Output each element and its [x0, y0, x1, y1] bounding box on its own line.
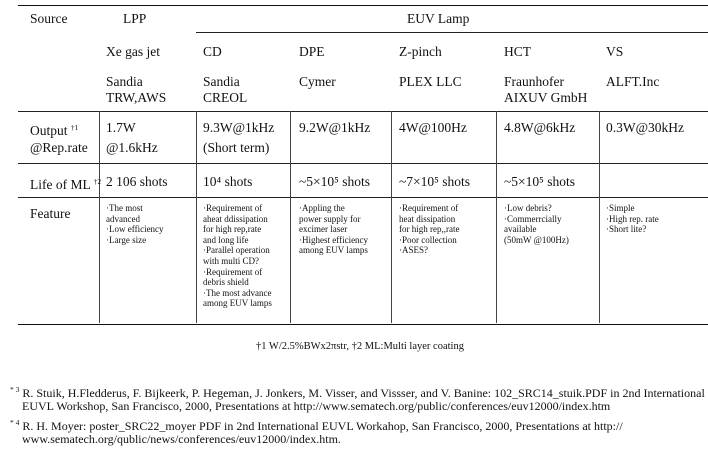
table-bottom-rule [18, 324, 708, 325]
column-divider [99, 111, 100, 323]
org-line: Sandia [106, 74, 143, 89]
column-divider [496, 111, 497, 323]
life-value: ~5×10⁵ shots [504, 174, 576, 189]
type-xe-gas-jet: Xe gas jet [106, 44, 160, 59]
feature-line: available [504, 224, 537, 235]
output-row-rule [18, 163, 708, 164]
type-vs: VS [606, 44, 624, 59]
footnote-mark: †2 [93, 177, 102, 186]
footnote-text: R. Stuik, H.Fledderus, F. Bijkeerk, P. Hegeman, J. Jonkers, M. Visser, and Vissser, and V. Banine: 102_SRC14_stuik.PDF in 2nd International [22, 386, 705, 400]
feature-line: advanced [106, 213, 140, 224]
feature-line: for high rep,,rate [399, 224, 460, 235]
org-line: Fraunhofer [504, 74, 564, 89]
output-value: 1.7W [106, 120, 136, 135]
feature-line: among EUV lamps [299, 245, 368, 256]
org-line: Sandia [203, 74, 240, 89]
row-label-feature: Feature [30, 206, 71, 221]
org-line: AIXUV GmbH [504, 90, 588, 105]
row-label-output: @Rep.rate [30, 140, 88, 155]
footnote-text: R. H. Moyer: poster_SRC22_moyer PDF in 2nd International EUVL Workahop, San Francisco, 2000, Presentations at http:// [22, 419, 623, 433]
feature-line: ·Requirement of [203, 266, 263, 277]
footnote-3-cont: EUVL Workshop, San Francisco, 2000, Presentations at http://www.sematech.org/public/conferences/euv12000/index.htm [22, 399, 611, 413]
header-euv-lamp: EUV Lamp [407, 11, 470, 26]
output-value: @1.6kHz [106, 140, 158, 155]
feature-line: ·Poor collection [399, 234, 457, 245]
footnote-marker: * 4 [10, 418, 20, 427]
footnote-4-cont: www.sematech.org/qublic/news/conferences/euv12000/index.htm. [22, 432, 341, 446]
life-value: 2 106 shots [106, 174, 168, 189]
feature-line: ·Large size [106, 234, 147, 245]
footnote-mark: †1 [70, 123, 79, 132]
output-value: (Short term) [203, 140, 270, 155]
type-hct: HCT [504, 44, 531, 59]
feature-line: with multi CD? [203, 256, 259, 266]
output-value: 9.3W@1kHz [203, 120, 275, 135]
row-label-output: Output $^{\dagger 1}$ [30, 123, 79, 138]
type-dpe: DPE [299, 44, 325, 59]
feature-line: (50mW @100Hz) [504, 234, 569, 245]
life-row-rule [18, 197, 708, 198]
feature-line: and long life [203, 234, 249, 245]
org-line: PLEX LLC [399, 74, 462, 89]
org-line: Cymer [299, 74, 336, 89]
org-line: ALFT.Inc [606, 74, 660, 89]
feature-line: ·Parallel operation [203, 245, 270, 256]
output-value: 0.3W@30kHz [606, 120, 685, 135]
column-divider [599, 111, 600, 323]
lamp-group-rule [196, 32, 708, 33]
life-value: ~7×10⁵ shots [399, 174, 471, 189]
feature-line: among EUV lamps [203, 298, 272, 309]
feature-line: ·Low debris? [504, 203, 552, 213]
feature-line: ·Commerrcially [504, 213, 562, 224]
feature-line: for high rep,rate [203, 224, 262, 235]
table-note: †1 W/2.5%BWx2πstr, †2 ML:Multi layer coating [256, 341, 464, 352]
table-top-rule [18, 5, 708, 6]
footnote-marker: * 3 [10, 385, 20, 394]
life-value: 10⁴ shots [203, 174, 253, 189]
feature-line: debris shield [203, 277, 249, 288]
feature-line: ·Requirement of [203, 203, 263, 213]
feature-line: ·Appling the [299, 203, 345, 213]
feature-line: aheat ddissipation [203, 213, 268, 224]
feature-line: ·High rep. rate [606, 213, 659, 224]
type-cd: CD [203, 44, 222, 59]
feature-line: excimer laser [299, 224, 348, 235]
output-value: 4W@100Hz [399, 120, 467, 135]
header-source: Source [30, 11, 68, 26]
output-value: 9.2W@1kHz [299, 120, 371, 135]
feature-line: ·Simple [606, 203, 635, 213]
feature-line: heat dissipation [399, 213, 456, 224]
type-z-pinch: Z-pinch [399, 44, 442, 59]
feature-line: ·Short lite? [606, 224, 647, 235]
column-divider [196, 111, 197, 323]
column-divider [290, 111, 291, 323]
feature-line: ·ASES? [399, 245, 428, 256]
feature-line: ·Requirement of [399, 203, 459, 213]
feature-line: ·Low efficiency [106, 224, 164, 235]
org-line: CREOL [203, 90, 248, 105]
feature-line: power supply for [299, 213, 361, 224]
header-lpp: LPP [123, 11, 147, 26]
output-value: 4.8W@6kHz [504, 120, 576, 135]
header-bottom-rule [18, 111, 708, 112]
feature-line: ·The most advance [203, 287, 272, 298]
feature-line: ·Highest efficiency [299, 234, 369, 245]
life-value: ~5×10⁵ shots [299, 174, 371, 189]
column-divider [391, 111, 392, 323]
row-label-life: Life of ML $^{\dagger 2}$ [30, 177, 102, 192]
feature-line: ·The most [106, 203, 143, 213]
org-line: TRW,AWS [106, 90, 167, 105]
